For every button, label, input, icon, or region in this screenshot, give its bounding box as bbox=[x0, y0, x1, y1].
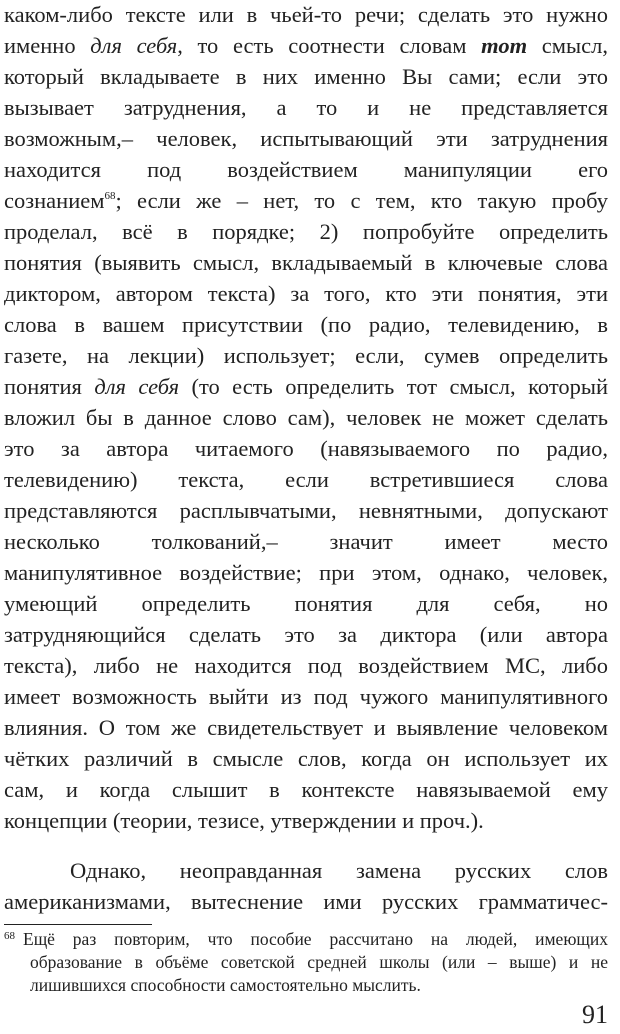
page-number: 91 bbox=[582, 1000, 608, 1029]
text-line bbox=[4, 589, 608, 619]
footnote-text: образование в объёме советской средней школы (или – выше) и не bbox=[30, 952, 608, 972]
text-segment: манипулятивное воздействие; при этом, однако, человек, bbox=[4, 560, 608, 585]
text-segment: газете, на лекции) использует; если, сумев определить bbox=[4, 343, 608, 368]
text-segment: затрудняющийся сделать это за диктора (или автора bbox=[4, 622, 608, 647]
text-line bbox=[4, 186, 608, 216]
text-segment: находится под воздействием манипуляции его bbox=[4, 157, 608, 182]
text-segment: влияния. О том же свидетельствует и выявление человеком bbox=[4, 715, 608, 740]
text-segment: текста), либо не находится под воздействием МС, либо bbox=[4, 653, 608, 678]
text-line bbox=[4, 527, 608, 557]
text-segment: это за автора читаемого (навязываемого по радио, bbox=[4, 436, 608, 461]
text-line bbox=[4, 279, 608, 309]
text-line bbox=[4, 434, 608, 464]
text-line bbox=[4, 744, 608, 774]
text-segment: концепции (теории, тезисе, утверждении и проч.). bbox=[4, 808, 484, 833]
footnote-line bbox=[4, 928, 608, 951]
text-line bbox=[4, 651, 608, 681]
text-segment: диктором, автором текста) за того, кто эти понятия, эти bbox=[4, 281, 608, 306]
text-segment: умеющий определить понятия для себя, но bbox=[4, 591, 608, 616]
text-segment: вызывает затруднения, а то и не представляется bbox=[4, 95, 608, 120]
text-segment: Однако, неоправданная замена русских слов bbox=[70, 858, 608, 883]
text-line bbox=[4, 31, 608, 61]
text-segment: именно bbox=[4, 33, 91, 58]
text-line bbox=[4, 217, 608, 247]
text-segment: который вкладываете в них именно Вы сами; если это bbox=[4, 64, 608, 89]
text-line bbox=[4, 558, 608, 588]
footnote-text: Ещё раз повторим, что пособие рассчитано на людей, имеющих bbox=[23, 929, 608, 949]
text-line bbox=[4, 93, 608, 123]
text-segment: проделал, всё в порядке; 2) попробуйте определить bbox=[4, 219, 608, 244]
text-segment: слова в вашем присутствии (по радио, телевидению, в bbox=[4, 312, 608, 337]
footnote-marker: 68 bbox=[4, 930, 15, 942]
text-segment: телевидению) текста, если встретившиеся слова bbox=[4, 467, 608, 492]
text-segment: возможным,– человек, испытывающий эти затруднения bbox=[4, 126, 608, 151]
italic-phrase: для себя bbox=[90, 33, 178, 58]
text-line bbox=[4, 372, 608, 402]
text-line bbox=[4, 310, 608, 340]
text-line bbox=[4, 806, 608, 836]
text-segment: вложил бы в данное слово сам), человек не может сделать bbox=[4, 405, 608, 430]
emphasis-word: тот bbox=[481, 33, 528, 58]
text-line bbox=[4, 887, 608, 917]
text-segment: (то есть определить тот смысл, который bbox=[179, 374, 609, 399]
text-line bbox=[4, 682, 608, 712]
text-segment: сам, и когда слышит в контексте навязываемой ему bbox=[4, 777, 608, 802]
text-line bbox=[4, 620, 608, 650]
text-line bbox=[4, 341, 608, 371]
text-segment: имеет возможность выйти из под чужого манипулятивного bbox=[4, 684, 608, 709]
text-line bbox=[4, 248, 608, 278]
text-segment: понятия bbox=[4, 374, 95, 399]
text-line bbox=[4, 856, 608, 886]
footnote-reference[interactable]: 68 bbox=[104, 190, 116, 202]
text-segment: понятия (выявить смысл, вкладываемый в ключевые слова bbox=[4, 250, 608, 275]
text-line bbox=[4, 0, 608, 30]
text-segment: сознанием bbox=[4, 188, 105, 213]
text-segment: каком-либо тексте или в чьей-то речи; сделать это нужно bbox=[4, 2, 608, 27]
footnote-line bbox=[30, 951, 608, 974]
italic-phrase: для себя bbox=[94, 374, 180, 399]
text-segment: несколько толкований,– значит имеет место bbox=[4, 529, 608, 554]
text-line bbox=[4, 124, 608, 154]
text-line bbox=[4, 496, 608, 526]
footnote-text: лишившихся способности самостоятельно мыслить. bbox=[30, 975, 421, 995]
text-segment: чётких различий в смысле слов, когда он использует их bbox=[4, 746, 608, 771]
text-line bbox=[4, 465, 608, 495]
text-segment: американизмами, вытеснение ими русских грамматичес- bbox=[4, 889, 608, 914]
text-line bbox=[4, 403, 608, 433]
text-segment: ; если же – нет, то с тем, кто такую пробу bbox=[115, 188, 608, 213]
footnote-line bbox=[30, 974, 608, 997]
text-line bbox=[4, 713, 608, 743]
text-line bbox=[4, 62, 608, 92]
text-segment: , то есть соотнести словам bbox=[177, 33, 482, 58]
text-segment: представляются расплывчатыми, невнятными, допускают bbox=[4, 498, 608, 523]
text-line bbox=[4, 775, 608, 805]
footnote-divider bbox=[4, 924, 152, 925]
text-segment: смысл, bbox=[527, 33, 608, 58]
text-line bbox=[4, 155, 608, 185]
